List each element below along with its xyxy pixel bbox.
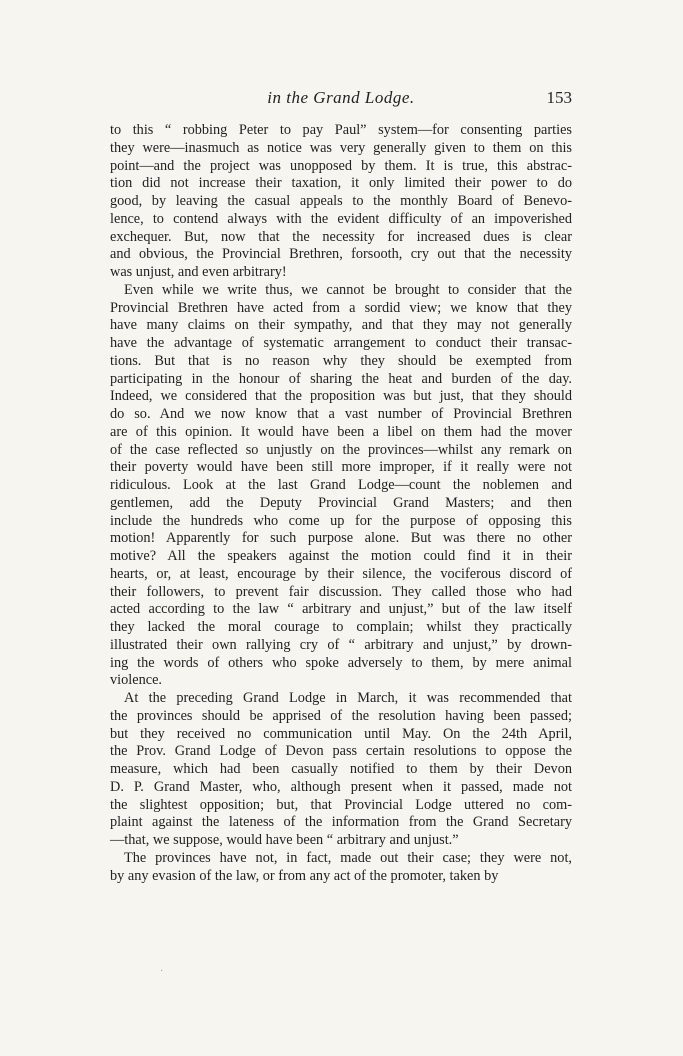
text-line: lence, to contend always with the evident difficulty of an impoverished (110, 210, 572, 227)
paragraph (110, 282, 572, 690)
text-line: tion did not increase their taxation, it only limited their power to do (110, 175, 572, 192)
text-line: Provincial Brethren have acted from a sordid view; we know that they (110, 299, 572, 316)
text-line: the Prov. Grand Lodge of Devon pass certain resolutions to oppose the (110, 743, 572, 760)
text-line: plaint against the lateness of the information from the Grand Secretary (110, 814, 572, 831)
text-line: Even while we write thus, we cannot be brought to consider that the (124, 281, 572, 298)
text-line: violence. (110, 672, 163, 689)
text-line: The provinces have not, in fact, made out their case; they were not, (124, 849, 572, 866)
text-line: motion! Apparently for such purpose alone. But was there no other (110, 530, 572, 547)
text-line: are of this opinion. It would have been a libel on them had the mover (110, 423, 572, 440)
text-line: ing the words of others who spoke adversely to them, by mere animal (110, 654, 572, 671)
text-line: but they received no communication until May. On the 24th April, (110, 725, 572, 742)
print-mark: · (160, 966, 164, 977)
text-line: the provinces should be apprised of the resolution having been passed; (110, 707, 572, 724)
text-line: do so. And we now know that a vast number of Provincial Brethren (110, 406, 572, 422)
text-line: Indeed, we considered that the proposition was but just, that they should (110, 388, 572, 405)
text-line: ridiculous. Look at the last Grand Lodge—count the noblemen and (110, 477, 572, 493)
text-line: gentlemen, add the Deputy Provincial Grand Masters; and then (110, 494, 572, 511)
text-line: hearts, or, at least, encourage by their silence, the vociferous discord of (110, 565, 572, 582)
text-line: they lacked the moral courage to complain; whilst they practically (110, 619, 572, 635)
text-line: good, by leaving the casual appeals to the monthly Board of Benevo- (110, 193, 572, 209)
text-line: include the hundreds who come up for the purpose of opposing this (110, 512, 572, 529)
page-number: 153 (546, 88, 572, 107)
text-line: —that, we suppose, would have been “ arbitrary and unjust.” (110, 832, 459, 848)
text-line: tions. But that is no reason why they should be exempted from (110, 352, 572, 369)
text-line: their followers, to prevent fair discussion. They called those who had (110, 583, 572, 600)
text-line: they were—inasmuch as notice was very generally given to them on this (110, 139, 572, 156)
text-line: and obvious, the Provincial Brethren, forsooth, cry out that the necessity (110, 246, 572, 263)
paragraph (110, 850, 572, 886)
text-line: by any evasion of the law, or from any act of the promoter, taken by (110, 867, 499, 884)
text-line: point—and the project was unopposed by them. It is true, this abstrac- (110, 157, 572, 174)
text-line: motive? All the speakers against the motion could find it in their (110, 548, 572, 564)
text-line: their poverty would have been still more improper, if it really were not (110, 459, 572, 476)
text-line: of the case reflected so unjustly on the provinces—whilst any remark on (110, 441, 572, 458)
body-text (110, 122, 572, 885)
text-line: illustrated their own rallying cry of “ arbitrary and unjust,” by drown- (110, 636, 572, 653)
page-header (110, 88, 572, 112)
text-line: participating in the honour of sharing the heat and burden of the day. (110, 370, 572, 387)
paragraph (110, 690, 572, 850)
text-line: was unjust, and even arbitrary! (110, 264, 287, 280)
text-line: have the advantage of systematic arrangement to conduct their transac- (110, 335, 572, 351)
text-line: At the preceding Grand Lodge in March, it was recommended that (124, 690, 572, 706)
running-title: in the Grand Lodge. (267, 88, 415, 107)
text-line: exchequer. But, now that the necessity for increased dues is clear (110, 228, 572, 245)
text-line: to this “ robbing Peter to pay Paul” system—for consenting parties (110, 122, 572, 138)
paragraph (110, 122, 572, 282)
text-line: acted according to the law “ arbitrary and unjust,” but of the law itself (110, 601, 572, 618)
text-line: the slightest opposition; but, that Provincial Lodge uttered no com- (110, 796, 572, 813)
text-line: D. P. Grand Master, who, although present when it passed, made not (110, 778, 572, 795)
text-line: measure, which had been casually notified to them by their Devon (110, 761, 572, 777)
text-line: have many claims on their sympathy, and that they may not generally (110, 317, 572, 334)
